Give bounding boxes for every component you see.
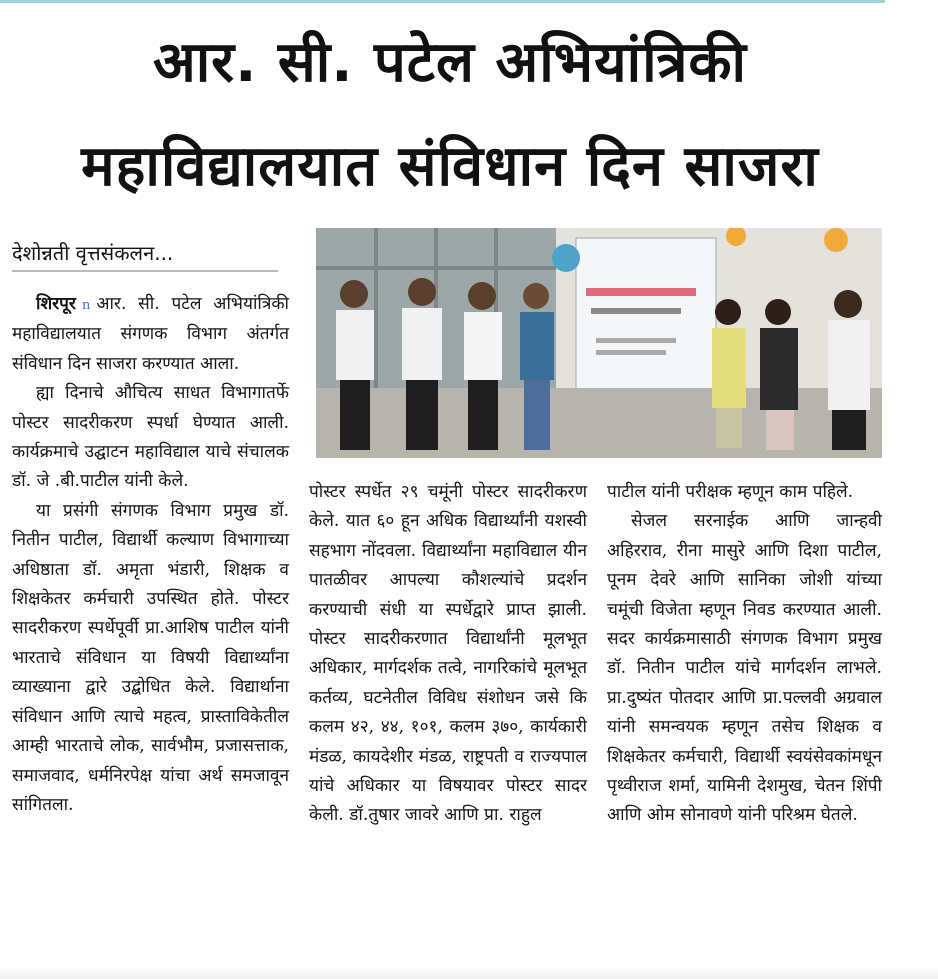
top-rule	[0, 0, 885, 3]
paragraph-intro-text: आर. सी. पटेल अभियांत्रिकी महाविद्यालयात संगणक विभाग अंतर्गत संविधान दिन साजरा करण्यात आला.	[12, 294, 289, 374]
article-column-2	[309, 478, 587, 831]
paragraph-5: पाटील यांनी परीक्षक म्हणून काम पहिले.	[607, 482, 854, 502]
event-photo-illustration	[316, 228, 882, 458]
article-column-3	[607, 478, 882, 831]
paragraph-2: ह्या दिनाचे औचित्य साधत विभागातर्फे पोस्टर सादरीकरण स्पर्धा घेण्यात आली. कार्यक्रमाचे उद्घाटन महाविद्याल याचे संचालक डॉ. जे .बी.पाटील यांनी केले.	[12, 383, 289, 492]
paragraph-intro	[12, 290, 289, 379]
bullet-icon: n	[81, 298, 91, 313]
paragraph-4: पोस्टर स्पर्धेत २९ चमूंनी पोस्टर सादरीकरण केले. यात ६० हून अधिक विद्यार्थ्यांनी यशस्वी सहभाग नोंदवला. विद्यार्थ्यांना महाविद्याल यीन पातळीवर आपल्या कौशल्यांचे प्रदर्शन करण्याची संधी या स्पर्धेद्वारे प्राप्त झाली. पोस्टर सादरीकरणात विद्यार्थांनी मूलभूत अधिकार, मार्गदर्शक तत्वे, नागरिकांचे मूलभूत कर्तव्य, घटनेतील विविध संशोधन जसे कि कलम ४२, ४४, १०१, कलम ३७०, कार्यकारी मंडळ, कायदेशीर मंडळ, राष्ट्रपती व राज्यपाल यांचे अधिकार या विषयावर पोस्टर सादर केली. डॉ.तुषार जावरे आणि प्रा. राहुल	[309, 482, 587, 826]
byline: देशोन्नती वृत्तसंकलन...	[12, 236, 278, 272]
paragraph-3: या प्रसंगी संगणक विभाग प्रमुख डॉ. नितीन पाटील, विद्यार्थी कल्याण विभागाच्या अधिष्ठाता डॉ. अमृता भंडारी, शिक्षक व शिक्षकेतर कर्मचारी उपस्थित होते. पोस्टर सादरीकरण स्पर्धेपूर्वी प्रा.आशिष पाटील यांनी भारताचे संविधान या विषयी विद्यार्थ्यांना व्याख्याना द्वारे उद्बोधित केले. विद्यार्थाना संविधान आणि त्याचे महत्व, प्रास्ताविकेतील आम्ही भारताचे लोक, सार्वभौम, प्रजासत्ताक, समाजवाद, धर्मनिरपेक्ष यांचा अर्थ समजावून सांगितला.	[12, 500, 289, 815]
event-photo	[316, 228, 882, 458]
poster-board	[576, 238, 716, 398]
paragraph-6: सेजल सरनाईक आणि जान्हवी अहिरराव, रीना मासुरे आणि दिशा पाटील, पूनम देवरे आणि सानिका जोशी यांच्या चमूंची विजेता म्हणून निवड करण्यात आली. सदर कार्यक्रमासाठी संगणक विभाग प्रमुख डॉ. नितीन पाटील यांचे मार्गदर्शन लाभले. प्रा.दुष्यंत पोतदार आणि प्रा.पल्लवी अग्रवाल यांनी समन्वयक म्हणून तसेच शिक्षक व शिक्षकेतर कर्मचारी, विद्यार्थी स्वयंसेवकांमधून पृथ्वीराज शर्मा, यामिनी देशमुख, चेतन शिंपी आणि ओम सोनावणे यांनी परिश्रम घेतले.	[607, 511, 882, 826]
dateline: शिरपूर	[36, 294, 76, 314]
page-bottom-edge	[0, 966, 938, 979]
headline-line-2: महाविद्यालयात संविधान दिन साजरा	[81, 134, 819, 199]
article-column-1	[12, 290, 289, 820]
headline-line-1: आर. सी. पटेल अभियांत्रिकी	[152, 30, 748, 95]
